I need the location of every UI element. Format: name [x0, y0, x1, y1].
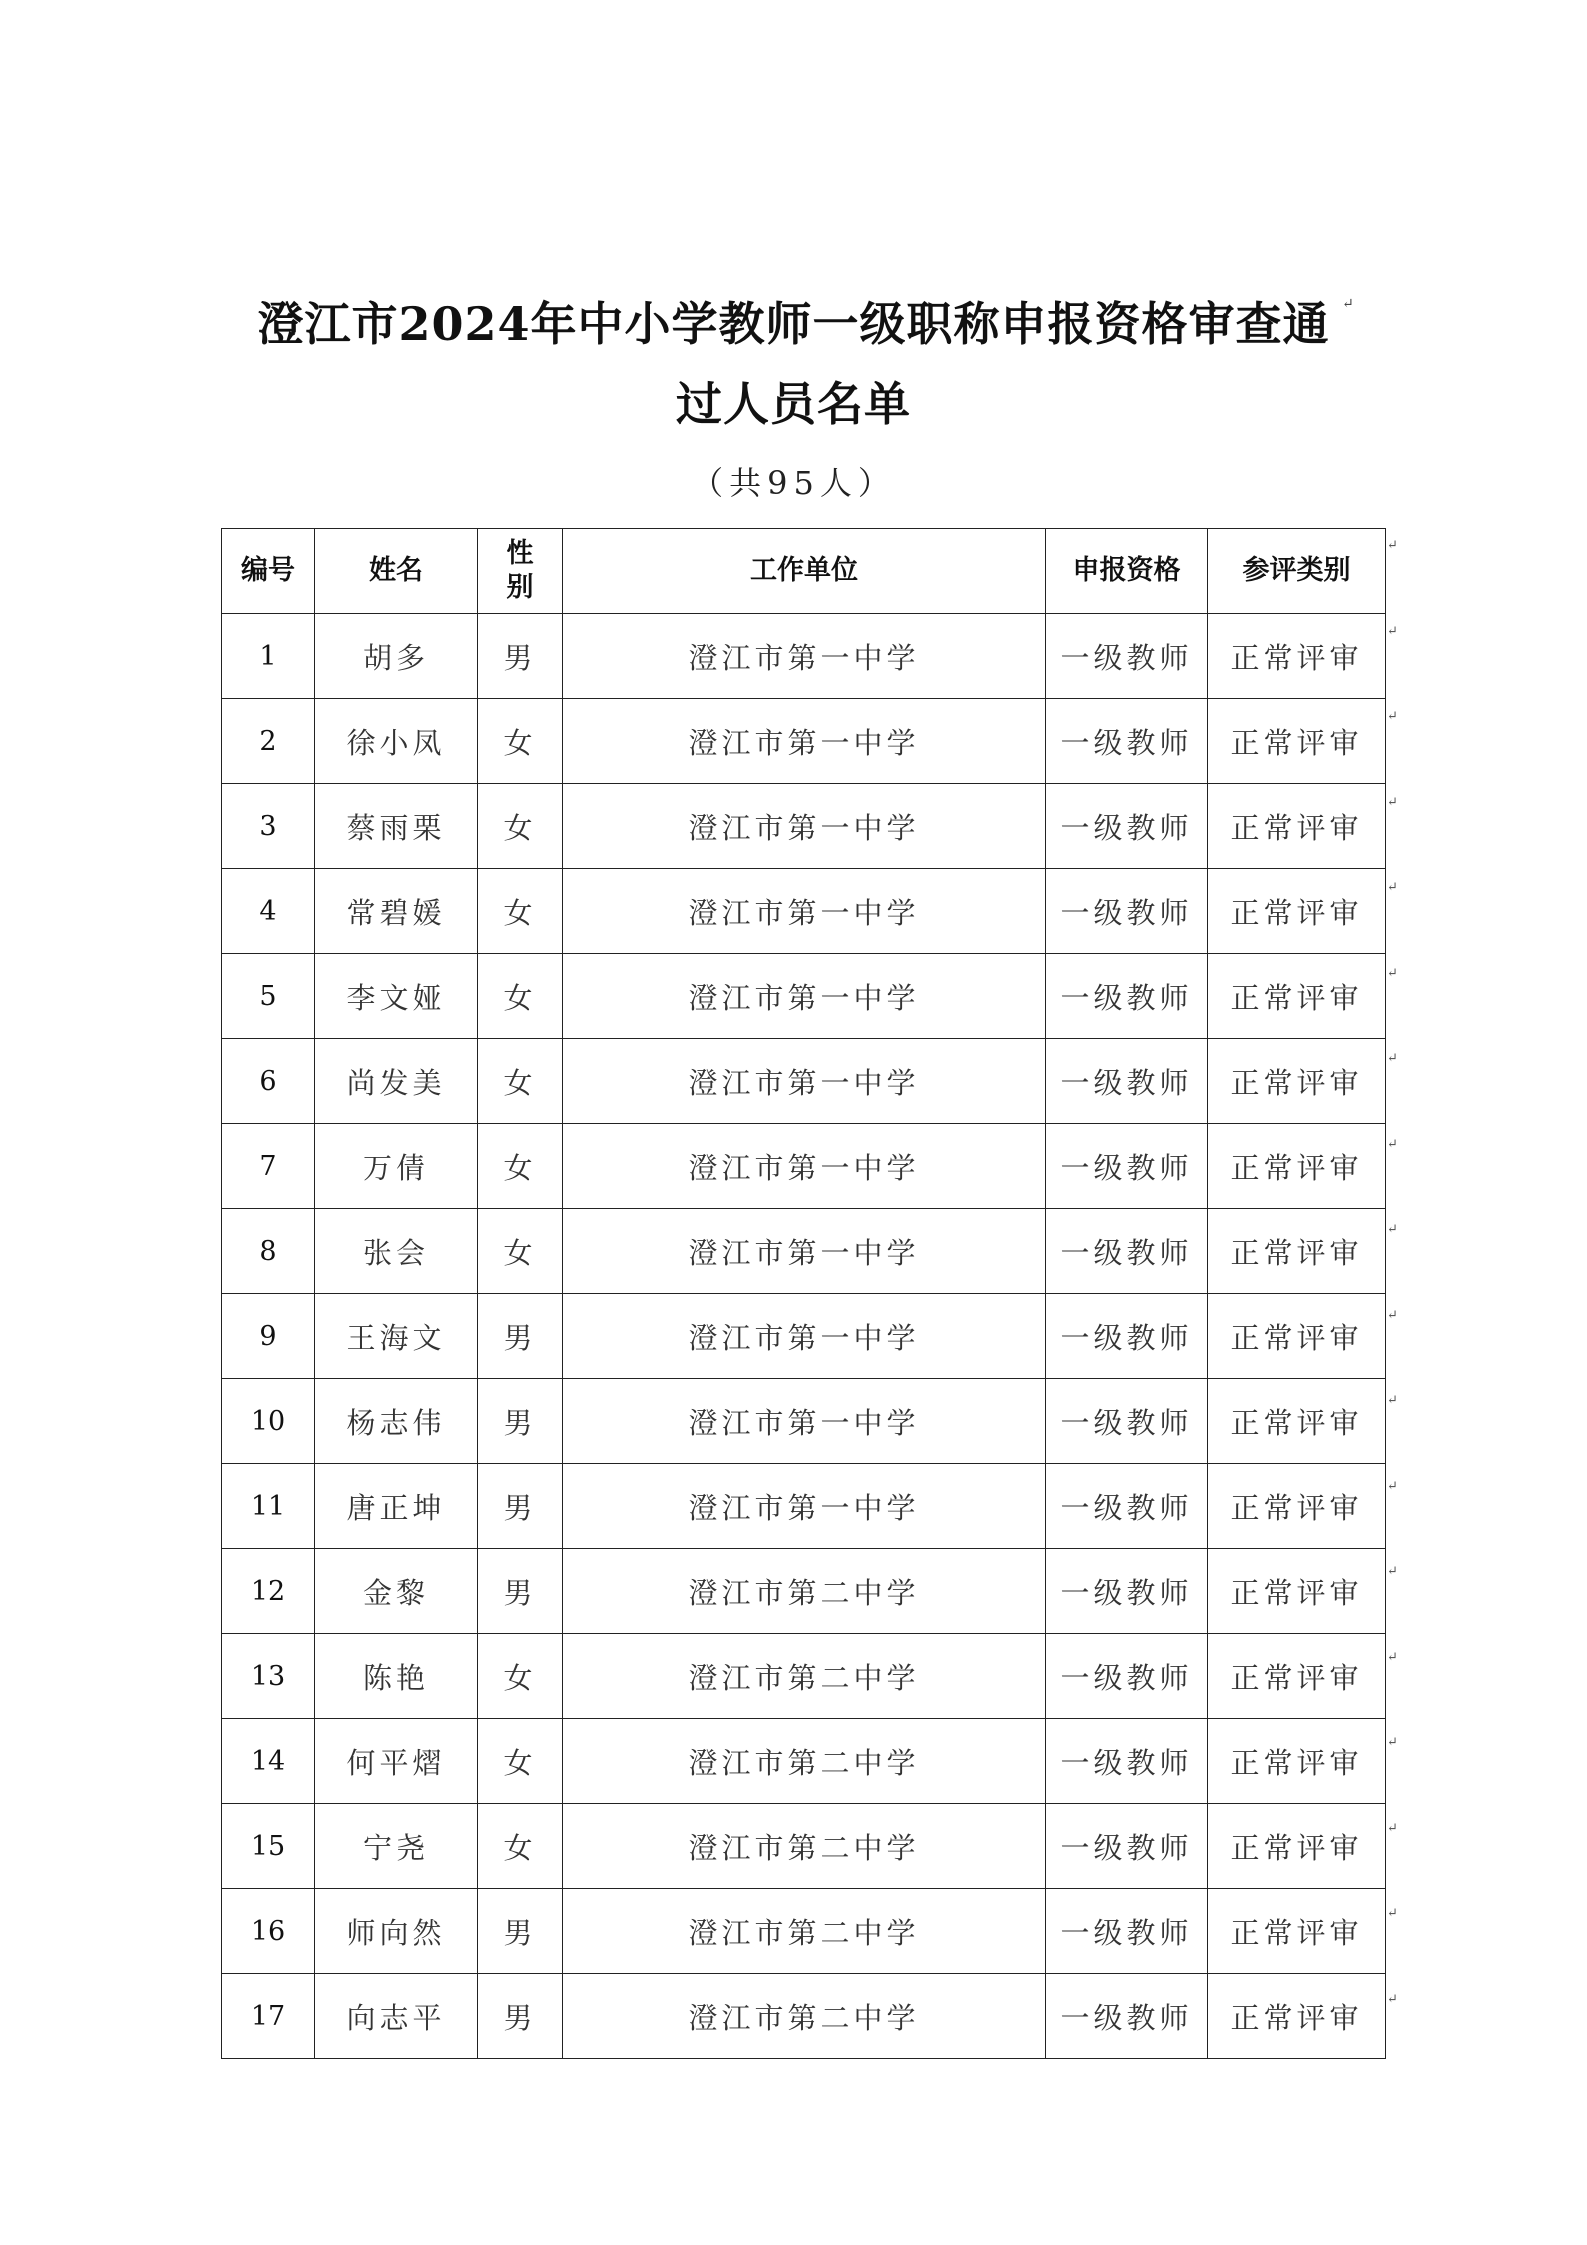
header-sex-label: 性别	[506, 538, 534, 603]
table-row	[222, 1039, 1386, 1124]
cell-category: 正常评审	[1208, 1464, 1386, 1549]
cell-unit: 澄江市第二中学	[563, 1804, 1046, 1889]
roster-table	[221, 528, 1386, 2059]
cell-unit: 澄江市第二中学	[563, 1719, 1046, 1804]
cell-name: 何平熠	[315, 1719, 478, 1804]
cell-qualification: 一级教师	[1046, 1039, 1208, 1124]
cell-sex: 女	[478, 1804, 563, 1889]
cell-sex: 女	[478, 1124, 563, 1209]
table-row	[222, 1719, 1386, 1804]
cell-unit: 澄江市第一中学	[563, 1209, 1046, 1294]
row-end-mark-icon: ↵	[1387, 1478, 1398, 1494]
cell-qualification: 一级教师	[1046, 1209, 1208, 1294]
cell-qualification: 一级教师	[1046, 699, 1208, 784]
table-row	[222, 1379, 1386, 1464]
row-end-mark-icon: ↵	[1387, 1649, 1398, 1665]
row-end-mark-icon: ↵	[1387, 1307, 1398, 1323]
cell-category: 正常评审	[1208, 1209, 1386, 1294]
cell-name: 尚发美	[315, 1039, 478, 1124]
header-no: 编号	[222, 529, 315, 614]
cell-sex: 女	[478, 1039, 563, 1124]
header-unit: 工作单位	[563, 529, 1046, 614]
cell-name: 胡多	[315, 614, 478, 699]
cell-category: 正常评审	[1208, 1124, 1386, 1209]
cell-no: 4	[222, 869, 315, 954]
cell-no: 11	[222, 1464, 315, 1549]
table-body	[222, 614, 1386, 2059]
row-end-mark-icon: ↵	[1387, 1051, 1398, 1066]
cell-sex: 女	[478, 1719, 563, 1804]
row-end-mark-icon: ↵	[1387, 538, 1398, 553]
cell-name: 唐正坤	[315, 1464, 478, 1549]
table-row	[222, 869, 1386, 954]
cell-unit: 澄江市第二中学	[563, 1634, 1046, 1719]
cell-sex: 男	[478, 1379, 563, 1464]
header-sex	[478, 529, 563, 614]
row-end-mark-icon: ↵	[1387, 1222, 1398, 1237]
cell-qualification: 一级教师	[1046, 1719, 1208, 1804]
cell-qualification: 一级教师	[1046, 954, 1208, 1039]
cell-no: 10	[222, 1379, 315, 1464]
cell-no: 13	[222, 1634, 315, 1719]
cell-qualification: 一级教师	[1046, 1294, 1208, 1379]
table-row	[222, 954, 1386, 1039]
row-end-mark-icon: ↵	[1387, 965, 1398, 981]
cell-name: 万倩	[315, 1124, 478, 1209]
cell-sex: 男	[478, 1294, 563, 1379]
cell-sex: 女	[478, 869, 563, 954]
cell-sex: 男	[478, 1889, 563, 1974]
table-row	[222, 1634, 1386, 1719]
table-row	[222, 1209, 1386, 1294]
cell-unit: 澄江市第一中学	[563, 699, 1046, 784]
cell-no: 12	[222, 1549, 315, 1634]
header-qualification: 申报资格	[1046, 529, 1208, 614]
cell-name: 宁尧	[315, 1804, 478, 1889]
row-end-mark-icon: ↵	[1387, 1735, 1398, 1750]
header-category: 参评类别	[1208, 529, 1386, 614]
cell-sex: 男	[478, 1549, 563, 1634]
table-row	[222, 1464, 1386, 1549]
cell-sex: 女	[478, 699, 563, 784]
cell-name: 金黎	[315, 1549, 478, 1634]
document-title-line-2: 过人员名单	[676, 377, 911, 431]
row-end-mark-icon: ↵	[1387, 1393, 1398, 1408]
cell-name: 蔡雨栗	[315, 784, 478, 869]
cell-no: 15	[222, 1804, 315, 1889]
cell-qualification: 一级教师	[1046, 1379, 1208, 1464]
cell-category: 正常评审	[1208, 699, 1386, 784]
cell-sex: 女	[478, 1209, 563, 1294]
cell-qualification: 一级教师	[1046, 784, 1208, 869]
cell-unit: 澄江市第一中学	[563, 1294, 1046, 1379]
cell-name: 徐小凤	[315, 699, 478, 784]
cell-category: 正常评审	[1208, 1634, 1386, 1719]
cell-sex: 男	[478, 614, 563, 699]
table-row	[222, 1804, 1386, 1889]
cell-category: 正常评审	[1208, 1719, 1386, 1804]
cell-no: 14	[222, 1719, 315, 1804]
table-row	[222, 1974, 1386, 2059]
cell-no: 2	[222, 699, 315, 784]
cell-name: 李文娅	[315, 954, 478, 1039]
cell-unit: 澄江市第一中学	[563, 1039, 1046, 1124]
row-end-mark-icon: ↵	[1387, 623, 1398, 639]
cell-category: 正常评审	[1208, 1889, 1386, 1974]
cell-no: 3	[222, 784, 315, 869]
cell-unit: 澄江市第一中学	[563, 1464, 1046, 1549]
cell-unit: 澄江市第二中学	[563, 1549, 1046, 1634]
cell-sex: 男	[478, 1464, 563, 1549]
cell-qualification: 一级教师	[1046, 869, 1208, 954]
cell-category: 正常评审	[1208, 1039, 1386, 1124]
cell-no: 17	[222, 1974, 315, 2059]
cell-no: 16	[222, 1889, 315, 1974]
cell-qualification: 一级教师	[1046, 614, 1208, 699]
row-end-mark-icon: ↵	[1387, 1820, 1398, 1836]
cell-no: 5	[222, 954, 315, 1039]
table-row	[222, 1889, 1386, 1974]
cell-category: 正常评审	[1208, 1379, 1386, 1464]
cell-name: 常碧媛	[315, 869, 478, 954]
document-subtitle: （共95人）	[691, 464, 896, 502]
cell-name: 向志平	[315, 1974, 478, 2059]
row-end-mark-icon: ↵	[1387, 1906, 1398, 1921]
cell-no: 9	[222, 1294, 315, 1379]
row-end-mark-icon: ↵	[1387, 709, 1398, 724]
cell-name: 杨志伟	[315, 1379, 478, 1464]
cell-qualification: 一级教师	[1046, 1974, 1208, 2059]
table-row	[222, 784, 1386, 869]
table-header-row	[222, 529, 1386, 614]
row-end-mark-icon: ↵	[1387, 880, 1398, 895]
table-row	[222, 614, 1386, 699]
cell-category: 正常评审	[1208, 869, 1386, 954]
cell-unit: 澄江市第一中学	[563, 1379, 1046, 1464]
row-end-mark-icon: ↵	[1387, 1136, 1398, 1152]
cell-category: 正常评审	[1208, 954, 1386, 1039]
cell-qualification: 一级教师	[1046, 1464, 1208, 1549]
cell-unit: 澄江市第一中学	[563, 869, 1046, 954]
cell-unit: 澄江市第一中学	[563, 784, 1046, 869]
cell-no: 7	[222, 1124, 315, 1209]
cell-qualification: 一级教师	[1046, 1549, 1208, 1634]
cell-sex: 男	[478, 1974, 563, 2059]
table-row	[222, 699, 1386, 784]
cell-category: 正常评审	[1208, 1549, 1386, 1634]
cell-name: 师向然	[315, 1889, 478, 1974]
table-row	[222, 1294, 1386, 1379]
cell-name: 张会	[315, 1209, 478, 1294]
table-row	[222, 1549, 1386, 1634]
cell-unit: 澄江市第一中学	[563, 1124, 1046, 1209]
cell-unit: 澄江市第一中学	[563, 954, 1046, 1039]
row-end-mark-icon: ↵	[1387, 794, 1398, 810]
cell-no: 1	[222, 614, 315, 699]
cell-unit: 澄江市第二中学	[563, 1974, 1046, 2059]
table-row	[222, 1124, 1386, 1209]
cell-name: 王海文	[315, 1294, 478, 1379]
cell-sex: 女	[478, 1634, 563, 1719]
cell-category: 正常评审	[1208, 1294, 1386, 1379]
cell-no: 6	[222, 1039, 315, 1124]
row-end-mark-icon: ↵	[1387, 1991, 1398, 2007]
cell-name: 陈艳	[315, 1634, 478, 1719]
cell-unit: 澄江市第二中学	[563, 1889, 1046, 1974]
cell-qualification: 一级教师	[1046, 1634, 1208, 1719]
cell-no: 8	[222, 1209, 315, 1294]
cell-qualification: 一级教师	[1046, 1124, 1208, 1209]
paragraph-mark-icon: ↵	[1342, 296, 1354, 312]
cell-category: 正常评审	[1208, 784, 1386, 869]
cell-qualification: 一级教师	[1046, 1889, 1208, 1974]
cell-unit: 澄江市第一中学	[563, 614, 1046, 699]
row-end-mark-icon: ↵	[1387, 1564, 1398, 1579]
header-name: 姓名	[315, 529, 478, 614]
document-title-line-1: 澄江市2024年中小学教师一级职称申报资格审查通	[257, 297, 1330, 351]
cell-sex: 女	[478, 784, 563, 869]
cell-category: 正常评审	[1208, 1804, 1386, 1889]
cell-category: 正常评审	[1208, 614, 1386, 699]
cell-qualification: 一级教师	[1046, 1804, 1208, 1889]
cell-sex: 女	[478, 954, 563, 1039]
cell-category: 正常评审	[1208, 1974, 1386, 2059]
